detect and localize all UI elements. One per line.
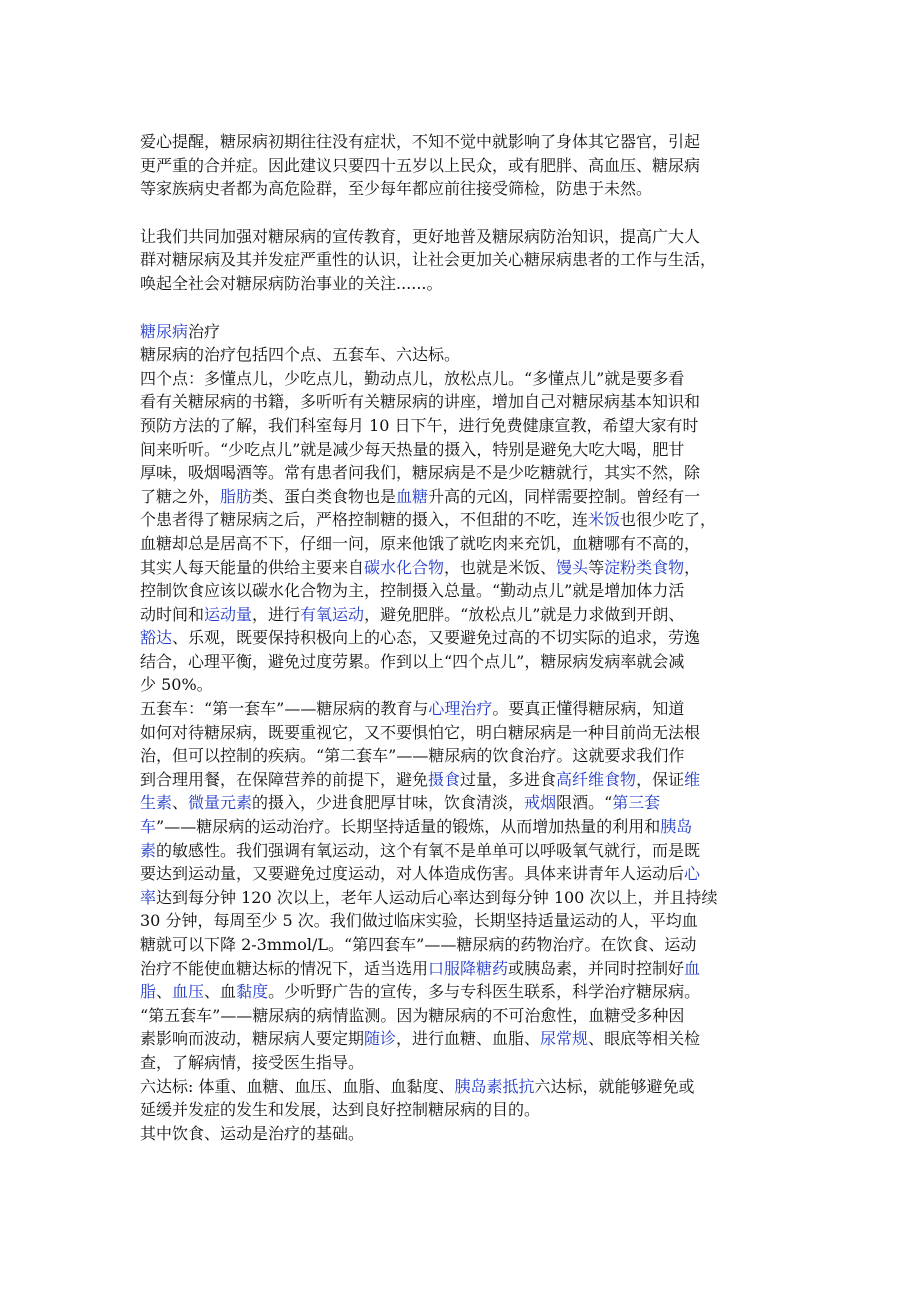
text-line — [140, 886, 785, 910]
text-run: 结合，心理平衡，避免过度劳累。作到以上“四个点儿”，糖尿病发病率就会减 — [140, 651, 685, 671]
text-run: 其实人每天能量的供给主要来自 — [140, 557, 365, 577]
text-line — [140, 1075, 785, 1099]
text-run: 类、蛋白类食物也是 — [252, 486, 397, 506]
text-run: ，避免肥胖。“放松点儿”就是力求做到开朗、 — [364, 604, 685, 624]
text-run: 限酒。“ — [556, 793, 613, 813]
text-run: “第五套车”——糖尿病的病情监测。因为糖尿病的不可治愈性，血糖受多种因 — [140, 1005, 685, 1025]
text-run: 血糖却总是居高不下，仔细一问，原来他饿了就吃肉来充饥，血糖哪有不高的， — [140, 533, 701, 553]
text-line — [140, 556, 785, 580]
text-line — [140, 225, 785, 249]
text-run: 等家族病史者都为高危险群，至少每年都应前往接受筛检，防患于未然。 — [140, 179, 653, 199]
text-line — [140, 909, 785, 933]
text-line — [140, 744, 785, 768]
text-run: 五套车：“第一套车”——糖尿病的教育与 — [140, 699, 429, 719]
text-run: 治疗不能使血糖达标的情况下，适当选用 — [140, 958, 429, 978]
text-run: 的摄入，少进食肥厚甘味，饮食清淡， — [252, 793, 525, 813]
text-run: 、乐观，既要保持积极向上的心态，又要避免过高的不切实际的追求，劳逸 — [172, 628, 701, 648]
keyword-link[interactable]: 碳水化合物 — [364, 557, 445, 577]
text-run: ，进行 — [252, 604, 301, 624]
keyword-link[interactable]: 心理治疗 — [428, 699, 493, 719]
text-run: 延缓并发症的发生和发展，达到良好控制糖尿病的目的。 — [140, 1100, 541, 1120]
text-run: 。少听野广告的宣传，多与专科医生联系，科学治疗糖尿病。 — [268, 982, 701, 1002]
text-run: 厚味，吸烟喝酒等。常有患者问我们，糖尿病是不是少吃糖就行，其实不然，除 — [140, 463, 701, 483]
keyword-link[interactable]: 生素 — [140, 793, 173, 813]
keyword-link[interactable]: 微量元素 — [188, 793, 253, 813]
text-run: 预防方法的了解，我们科室每月 10 日下午，进行免费健康宣教，希望大家有时 — [140, 415, 699, 435]
keyword-link[interactable]: 胰岛素抵抗 — [454, 1076, 535, 1096]
text-line — [140, 957, 785, 981]
text-run: 了糖之外， — [140, 486, 221, 506]
text-line — [140, 603, 785, 627]
text-run: 查，了解病情，接受医生指导。 — [140, 1052, 365, 1072]
text-run: 或胰岛素，并同时控制好 — [508, 958, 685, 978]
text-run: 、眼底等相关检 — [588, 1029, 701, 1049]
text-run: ， — [684, 557, 701, 577]
text-run: ，也就是米饭、 — [444, 557, 557, 577]
text-line — [140, 650, 785, 674]
text-line — [140, 177, 785, 201]
text-line — [140, 1122, 785, 1146]
keyword-link[interactable]: 率 — [140, 887, 157, 907]
document-body — [140, 130, 785, 1145]
keyword-link[interactable]: 脂 — [140, 982, 157, 1002]
keyword-link[interactable]: 糖尿病 — [140, 321, 189, 341]
text-run: 升高的元凶，同样需要控制。曾经有一 — [428, 486, 701, 506]
keyword-link[interactable]: 运动量 — [204, 604, 253, 624]
keyword-link[interactable]: 车 — [140, 817, 157, 837]
text-run: 控制饮食应该以碳水化合物为主，控制摄入总量。“勤动点儿”就是增加体力活 — [140, 581, 685, 601]
text-line — [140, 248, 785, 272]
keyword-link[interactable]: 血压 — [172, 982, 205, 1002]
keyword-link[interactable]: 血 — [684, 958, 701, 978]
text-line — [140, 508, 785, 532]
text-line — [140, 461, 785, 485]
text-run: 、 — [172, 793, 189, 813]
keyword-link[interactable]: 淀粉类食物 — [604, 557, 685, 577]
text-run: 看有关糖尿病的书籍，多听听有关糖尿病的讲座，增加自己对糖尿病基本知识和 — [140, 392, 701, 412]
text-run: 30 分钟，每周至少 5 次。我们做过临床实验，长期坚持适量运动的人，平均血 — [140, 911, 698, 931]
keyword-link[interactable]: 胰岛 — [660, 817, 693, 837]
text-run: 治疗 — [188, 321, 221, 341]
text-run: 过量，多进食 — [460, 769, 557, 789]
text-run: 动时间和 — [140, 604, 205, 624]
text-line — [140, 1051, 785, 1075]
text-line — [140, 414, 785, 438]
paragraph-gap — [140, 296, 785, 320]
text-run: 其中饮食、运动是治疗的基础。 — [140, 1123, 365, 1143]
text-line — [140, 130, 785, 154]
text-line — [140, 721, 785, 745]
text-run: 、 — [156, 982, 173, 1002]
text-run: 。要真正懂得糖尿病，知道 — [492, 699, 685, 719]
text-line — [140, 367, 785, 391]
text-run: 六达标: 体重、血糖、血压、血脂、血黏度、 — [140, 1076, 455, 1096]
text-line — [140, 673, 785, 697]
text-line — [140, 839, 785, 863]
keyword-link[interactable]: 口服降糖药 — [428, 958, 509, 978]
keyword-link[interactable]: 尿常规 — [540, 1029, 589, 1049]
text-line — [140, 862, 785, 886]
paragraph-intro-warning — [140, 130, 785, 201]
paragraph-treatment — [140, 320, 785, 1146]
text-line — [140, 485, 785, 509]
text-line — [140, 626, 785, 650]
text-run: ”——糖尿病的运动治疗。长期坚持适量的锻炼，从而增加热量的利用和 — [156, 817, 661, 837]
text-line — [140, 579, 785, 603]
keyword-link[interactable]: 豁达 — [140, 628, 173, 648]
keyword-link[interactable]: 馒头 — [556, 557, 589, 577]
text-run: 糖尿病的治疗包括四个点、五套车、六达标。 — [140, 345, 461, 365]
keyword-link[interactable]: 有氧运动 — [300, 604, 365, 624]
text-line — [140, 791, 785, 815]
text-run: 糖就可以下降 2-3mmol/L。“第四套车”——糖尿病的药物治疗。在饮食、运动 — [140, 935, 697, 954]
keyword-link[interactable]: 戒烟 — [524, 793, 557, 813]
text-line — [140, 154, 785, 178]
paragraph-gap — [140, 201, 785, 225]
text-run: ，进行血糖、血脂、 — [396, 1029, 541, 1049]
keyword-link[interactable]: 米饭 — [588, 510, 621, 530]
paragraph-intro-call — [140, 225, 785, 296]
keyword-link[interactable]: 素 — [140, 840, 157, 860]
text-run: 爱心提醒，糖尿病初期往往没有症状，不知不觉中就影响了身体其它器官，引起 — [140, 132, 701, 151]
text-run: 到合理用餐，在保障营养的前提下，避免 — [140, 769, 429, 789]
text-run: 少 50%。 — [140, 675, 213, 695]
text-run: 要达到运动量，又要避免过度运动，对人体造成伤害。具体来讲青年人运动后 — [140, 864, 685, 884]
text-run: 唤起全社会对糖尿病防治事业的关注......。 — [140, 273, 443, 293]
text-line — [140, 768, 785, 792]
text-run: 让我们共同加强对糖尿病的宣传教育，更好地普及糖尿病防治知识，提高广大人 — [140, 226, 701, 246]
text-line — [140, 320, 785, 344]
text-run: 六达标，就能够避免或 — [534, 1076, 695, 1096]
text-run: 间来听听。“少吃点儿”就是减少每天热量的摄入，特别是避免大吃大喝，肥甘 — [140, 439, 685, 459]
text-line — [140, 1004, 785, 1028]
text-run: 个患者得了糖尿病之后，严格控制糖的摄入，不但甜的不吃，连 — [140, 510, 589, 530]
keyword-link[interactable]: 脂肪 — [220, 486, 253, 506]
keyword-link[interactable]: 高纤维食物 — [556, 769, 637, 789]
keyword-link[interactable]: 黏度 — [236, 982, 269, 1002]
text-line — [140, 815, 785, 839]
keyword-link[interactable]: 血糖 — [396, 486, 429, 506]
text-run: 群对糖尿病及其并发症严重性的认识，让社会更加关心糖尿病患者的工作与生活， — [140, 250, 717, 270]
text-line — [140, 933, 785, 957]
text-run: 达到每分钟 120 次以上，老年人运动后心率达到每分钟 100 次以上，并且持续 — [156, 887, 718, 907]
text-line — [140, 390, 785, 414]
text-line — [140, 438, 785, 462]
text-run: 四个点：多懂点儿，少吃点儿，勤动点儿，放松点儿。“多懂点儿”就是要多看 — [140, 368, 685, 388]
keyword-link[interactable]: 第三套 — [612, 793, 661, 813]
text-run: 也很少吃了， — [620, 510, 717, 530]
text-line — [140, 532, 785, 556]
keyword-link[interactable]: 维 — [684, 769, 701, 789]
text-run: 如何对待糖尿病，既要重视它，又不要惧怕它，明白糖尿病是一种目前尚无法根 — [140, 722, 701, 742]
text-run: 更严重的合并症。因此建议只要四十五岁以上民众，或有肥胖、高血压、糖尿病 — [140, 155, 701, 175]
text-line — [140, 1027, 785, 1051]
text-run: 、血 — [204, 982, 237, 1002]
text-run: ，保证 — [636, 769, 685, 789]
keyword-link[interactable]: 摄食 — [428, 769, 461, 789]
text-line — [140, 1098, 785, 1122]
keyword-link[interactable]: 随诊 — [364, 1029, 397, 1049]
text-line — [140, 272, 785, 296]
text-run: 治，但可以控制的疾病。“第二套车”——糖尿病的饮食治疗。这就要求我们作 — [140, 746, 685, 766]
keyword-link[interactable]: 心 — [684, 864, 701, 884]
text-run: 的敏感性。我们强调有氧运动，这个有氧不是单单可以呼吸氧气就行，而是既 — [156, 840, 701, 860]
text-line — [140, 980, 785, 1004]
text-line — [140, 697, 785, 721]
text-line — [140, 343, 785, 367]
text-run: 等 — [588, 557, 605, 577]
text-run: 素影响而波动，糖尿病人要定期 — [140, 1029, 365, 1049]
